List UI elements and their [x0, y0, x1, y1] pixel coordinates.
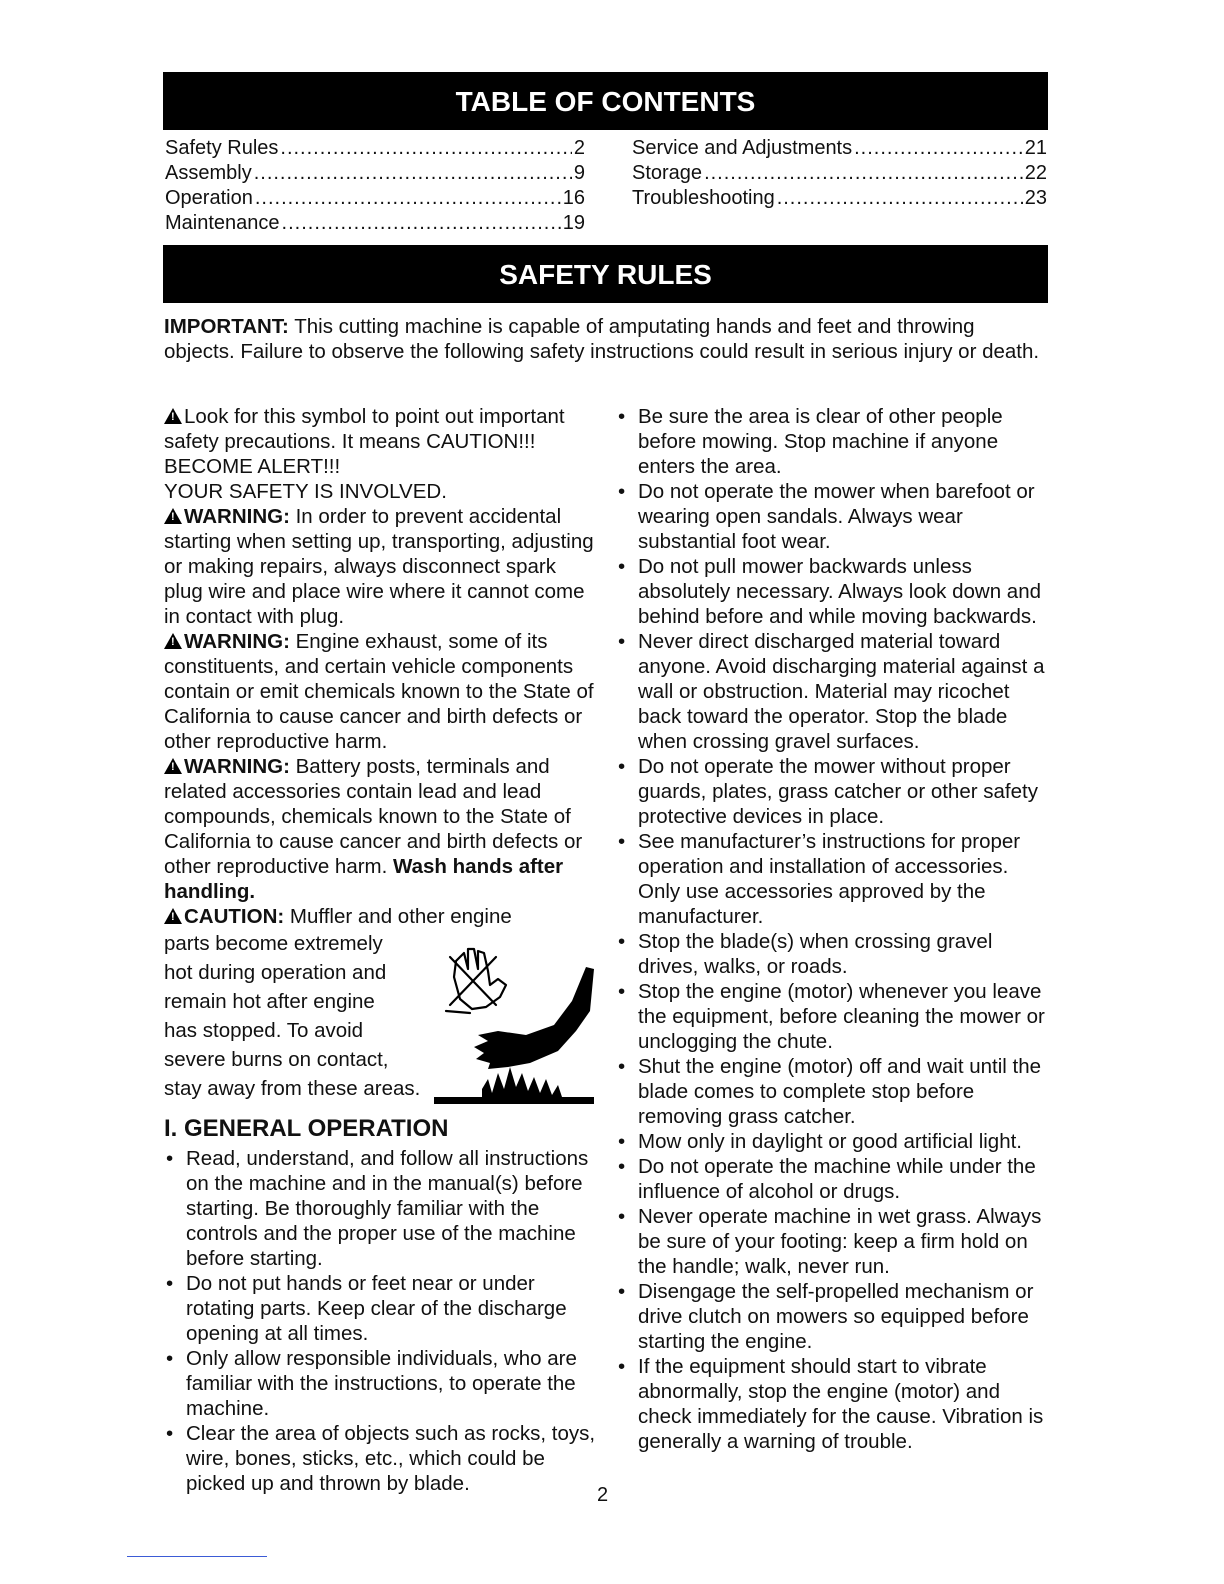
toc-entry-title: Troubleshooting: [632, 187, 775, 209]
toc-leader: [777, 186, 1023, 211]
caution-label: CAUTION:: [184, 905, 285, 928]
toc-leader: [280, 136, 571, 161]
right-column: [616, 404, 1052, 1454]
toc-entry-title: Operation: [165, 187, 253, 209]
toc-entry-page: 23: [1024, 187, 1047, 209]
caution-line: parts become extremely: [164, 932, 383, 955]
toc-entry-title: Maintenance: [165, 212, 280, 234]
general-operation-list: [164, 1146, 596, 1496]
toc-leader: [254, 161, 572, 186]
toc-entry-title: Assembly: [165, 162, 252, 184]
list-item: • See manufacturer’s instructions for proper operation and installation of accessories. Only use accessories approved by the manufacturer.: [616, 829, 1052, 929]
warning-spark-plug: [164, 504, 596, 629]
wash-hands-note: Wash hands after handling.: [164, 855, 564, 903]
list-item: • Never direct discharged material toward anyone. Avoid discharging material against a wall or obstruction. Material may ricochet back toward the operator. Stop the blade when crossing gravel surfaces.: [616, 629, 1052, 754]
caution-text: Muffler and other engine: [284, 905, 512, 928]
toc-heading: TABLE OF CONTENTS: [163, 72, 1048, 130]
caution-line: hot during operation and: [164, 961, 387, 984]
warning-text: Engine exhaust, some of its constituents, and certain vehicle components contain or emit chemicals known to the State of California to cause cancer and birth defects or other reproductive harm.: [164, 630, 594, 753]
toc-entry-page: 16: [562, 187, 585, 209]
hot-surface-hand-icon: [426, 939, 596, 1104]
list-item: • Clear the area of objects such as rocks, toys, wire, bones, sticks, etc., which could be picked up and thrown by blade.: [164, 1421, 596, 1496]
toc-entry-page: 22: [1024, 162, 1047, 184]
toc-entry[interactable]: [632, 186, 1047, 211]
important-label: IMPORTANT:: [164, 315, 289, 338]
caution-heading-line: [164, 904, 596, 929]
safety-rules-heading: SAFETY RULES: [163, 245, 1048, 303]
toc-leader: [854, 136, 1023, 161]
caution-line: has stopped. To avoid: [164, 1019, 364, 1042]
safety-rules-list: [616, 404, 1052, 1454]
warning-triangle-icon: [164, 908, 182, 924]
list-item: • Stop the engine (motor) whenever you leave the equipment, before cleaning the mower or unclogging the chute.: [616, 979, 1052, 1054]
toc-entry-page: 21: [1024, 137, 1047, 159]
important-notice: [164, 314, 1048, 364]
toc-leader: [282, 211, 561, 236]
toc-entry[interactable]: [165, 136, 585, 161]
toc-entry-title: Safety Rules: [165, 137, 279, 159]
symbol-intro-2: YOUR SAFETY IS INVOLVED.: [164, 480, 447, 503]
list-item: • Shut the engine (motor) off and wait until the blade comes to complete stop before removing grass catcher.: [616, 1054, 1052, 1129]
toc-entry-page: 19: [562, 212, 585, 234]
list-item: • Do not operate the mower when barefoot or wearing open sandals. Always wear substantial foot wear.: [616, 479, 1052, 554]
toc-entry[interactable]: [632, 161, 1047, 186]
warning-triangle-icon: [164, 758, 182, 774]
toc-leader: [255, 186, 561, 211]
toc-entry[interactable]: [165, 211, 585, 236]
toc-leader: [704, 161, 1023, 186]
warning-label: WARNING:: [184, 755, 290, 778]
list-item: • Do not put hands or feet near or under rotating parts. Keep clear of the discharge opening at all times.: [164, 1271, 596, 1346]
symbol-intro: [164, 404, 596, 479]
page-number: 2: [597, 1484, 609, 1506]
toc-entry-page: 9: [573, 162, 585, 184]
toc-entry-title: Storage: [632, 162, 703, 184]
general-operation-heading: I. GENERAL OPERATION: [164, 1115, 449, 1142]
warning-exhaust: [164, 629, 596, 754]
warning-label: WARNING:: [184, 630, 290, 653]
toc-right-column: [632, 136, 1047, 211]
caution-lines: [164, 929, 434, 1103]
list-item: • Do not operate the mower without proper guards, plates, grass catcher or other safety protective devices in place.: [616, 754, 1052, 829]
toc-entry-title: Service and Adjustments: [632, 137, 853, 159]
important-text: This cutting machine is capable of amputating hands and feet and throwing objects. Failure to observe the following safety instructions could result in serious injury or death.: [164, 315, 1040, 363]
caution-line: remain hot after engine: [164, 990, 375, 1013]
toc-entry[interactable]: [632, 136, 1047, 161]
list-item: • Be sure the area is clear of other people before mowing. Stop machine if anyone enters the area.: [616, 404, 1052, 479]
caution-line: stay away from these areas.: [164, 1077, 421, 1100]
list-item: • Never operate machine in wet grass. Always be sure of your footing: keep a firm hold on the handle; walk, never run.: [616, 1204, 1052, 1279]
symbol-intro-text: Look for this symbol to point out important safety precautions. It means CAUTION!!! BECOME ALERT!!!: [164, 405, 565, 478]
warning-battery: [164, 754, 596, 904]
list-item: • Disengage the self-propelled mechanism or drive clutch on mowers so equipped before starting the engine.: [616, 1279, 1052, 1354]
list-item: • Read, understand, and follow all instructions on the machine and in the manual(s) before starting. Be thoroughly familiar with the controls and the proper use of the machine before starting.: [164, 1146, 596, 1271]
footer-rule: [127, 1556, 267, 1557]
warning-label: WARNING:: [184, 505, 290, 528]
warning-triangle-icon: [164, 508, 182, 524]
toc-left-column: [165, 136, 585, 236]
list-item: • Mow only in daylight or good artificial light.: [616, 1129, 1052, 1154]
list-item: • Do not operate the machine while under the influence of alcohol or drugs.: [616, 1154, 1052, 1204]
warning-text: In order to prevent accidental starting when setting up, transporting, adjusting or making repairs, always disconnect spark plug wire and place wire where it cannot come in contact with plug.: [164, 505, 594, 628]
toc-entry[interactable]: [165, 186, 585, 211]
list-item: • If the equipment should start to vibrate abnormally, stop the engine (motor) and check immediately for the cause. Vibration is generally a warning of trouble.: [616, 1354, 1052, 1454]
list-item: • Only allow responsible individuals, who are familiar with the instructions, to operate the machine.: [164, 1346, 596, 1421]
warning-triangle-icon: [164, 633, 182, 649]
list-item: • Stop the blade(s) when crossing gravel drives, walks, or roads.: [616, 929, 1052, 979]
warning-triangle-icon: [164, 408, 182, 424]
list-item: • Do not pull mower backwards unless absolutely necessary. Always look down and behind before and while moving backwards.: [616, 554, 1052, 629]
toc-entry[interactable]: [165, 161, 585, 186]
warning-text: Battery posts, terminals and related accessories contain lead and lead compounds, chemicals known to the State of California to cause cancer and birth defects or other reproductive harm.: [164, 755, 583, 878]
left-column: [164, 404, 596, 1496]
caution-block: [164, 929, 596, 1101]
toc-entry-page: 2: [573, 137, 585, 159]
caution-line: severe burns on contact,: [164, 1048, 389, 1071]
